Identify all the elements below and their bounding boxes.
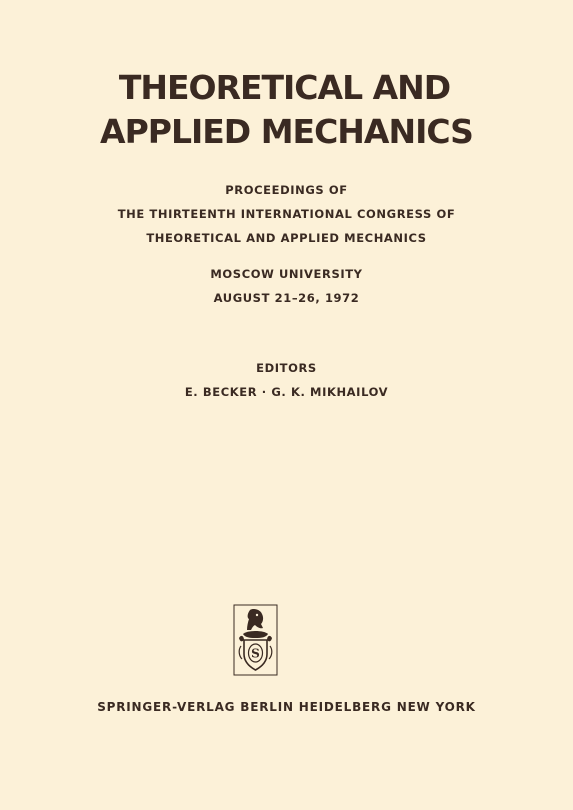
editors-block xyxy=(0,356,573,404)
congress-venue xyxy=(0,262,573,310)
publisher-imprint: SPRINGER-VERLAG BERLIN HEIDELBERG NEW YORK xyxy=(97,700,476,714)
editors-heading: EDITORS xyxy=(256,361,317,375)
svg-text:S: S xyxy=(251,646,260,661)
book-title xyxy=(0,66,573,154)
venue-place: MOSCOW UNIVERSITY xyxy=(210,267,363,281)
proceedings-line-3: THEORETICAL AND APPLIED MECHANICS xyxy=(146,231,427,245)
proceedings-description xyxy=(0,178,573,250)
editors-names: E. BECKER · G. K. MIKHAILOV xyxy=(184,385,389,399)
book-title-line-2: APPLIED MECHANICS xyxy=(100,112,473,151)
proceedings-line-2: THE THIRTEENTH INTERNATIONAL CONGRESS OF xyxy=(117,207,456,221)
venue-dates: AUGUST 21–26, 1972 xyxy=(213,291,360,305)
proceedings-line-1: PROCEEDINGS OF xyxy=(225,183,348,197)
springer-knight-logo-icon xyxy=(233,604,278,676)
book-title-line-1: THEORETICAL AND xyxy=(118,68,451,107)
